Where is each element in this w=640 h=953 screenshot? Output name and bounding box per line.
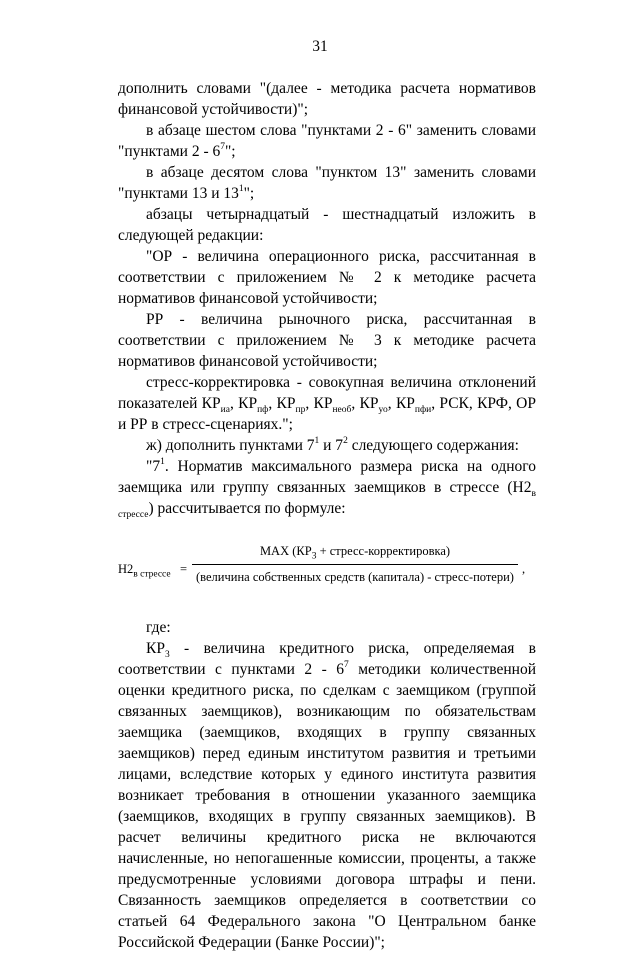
paragraph-1: дополнить словами "(далее - методика расчета нормативов финансовой устойчивости)"; — [118, 80, 536, 118]
paragraph-5: "ОР - величина операционного риска, рассчитанная в соответствии с приложением № 2 к методике расчета нормативов финансовой устойчивости; — [118, 248, 536, 307]
paragraph-4: абзацы четырнадцатый - шестнадцатый изложить в следующей редакции: — [118, 206, 536, 244]
formula — [118, 537, 536, 599]
document-body — [118, 78, 536, 953]
paragraph-2: в абзаце шестом слова "пунктами 2 - 6" заменить словами "пунктами $2 - 6^7$"; — [118, 122, 536, 160]
formula-fraction — [192, 541, 518, 588]
formula-numerator: MAX ($КР_3$ + стресс-корректировка) — [259, 544, 451, 562]
where-label: где: — [146, 619, 171, 636]
formula-comma: , — [522, 562, 526, 576]
formula-equals: = — [180, 562, 188, 576]
paragraph-stress: стресс-корректировка - совокупная величина отклонений показателей $КР_{иа}$, $КР_{пф}$, $КР_{пр}$, $КР_{необ}$, $КР_{уо}$, $КР_{пфи}$, РСК, КРФ, ОР и РР в стресс-сценариях."; — [118, 374, 536, 433]
paragraph-kr3: $КР_3$ - величина кредитного риска, определяемая в соответствии с пунктами $2 - 6^7$ методики количественной оценки кредитного риска, по сделкам с заемщиком (группой связанных заемщиков), возникающим по обязательствам заемщика (заемщиков, входящих в группу связанных заемщиков) перед единым институтом развития и третьими лицами, вследствие которых у единого института развития возникает требования в отношении указанного заемщика (заемщиков, входящих в группу связанных заемщиков). В расчет величины кредитного риска не включаются начисленные, но непогашенные комиссии, проценты, а также предусмотренные условиями договора штрафы и пени. Связанность заемщиков определяется в соответствии со статьей 64 Федерального закона "О Центральном банке Российской Федерации (Банке России)"; — [118, 640, 536, 951]
paragraph-zh: ж) дополнить пунктами $7^1$ и $7^2$ следующего содержания: — [146, 435, 519, 454]
paragraph-norm: "$7^1$. Норматив максимального размера риска на одного заемщика или группу связанных заемщиков в стрессе $(Н2_{в стрессе})$ рассчитывается по формуле: — [118, 456, 536, 521]
formula-denominator: (величина собственных средств (капитала) - стресс-потери) — [196, 570, 514, 584]
paragraph-3: в абзаце десятом слова "пунктом 13" заменить словами "пунктами 13 и $13^1$"; — [118, 164, 536, 202]
formula-lhs: $Н2_{в стрессе}$ — [118, 562, 171, 580]
page-number: 31 — [312, 38, 328, 55]
paragraph-6: РР - величина рыночного риска, рассчитанная в соответствии с приложением № 3 к методике расчета нормативов финансовой устойчивости; — [118, 311, 536, 370]
